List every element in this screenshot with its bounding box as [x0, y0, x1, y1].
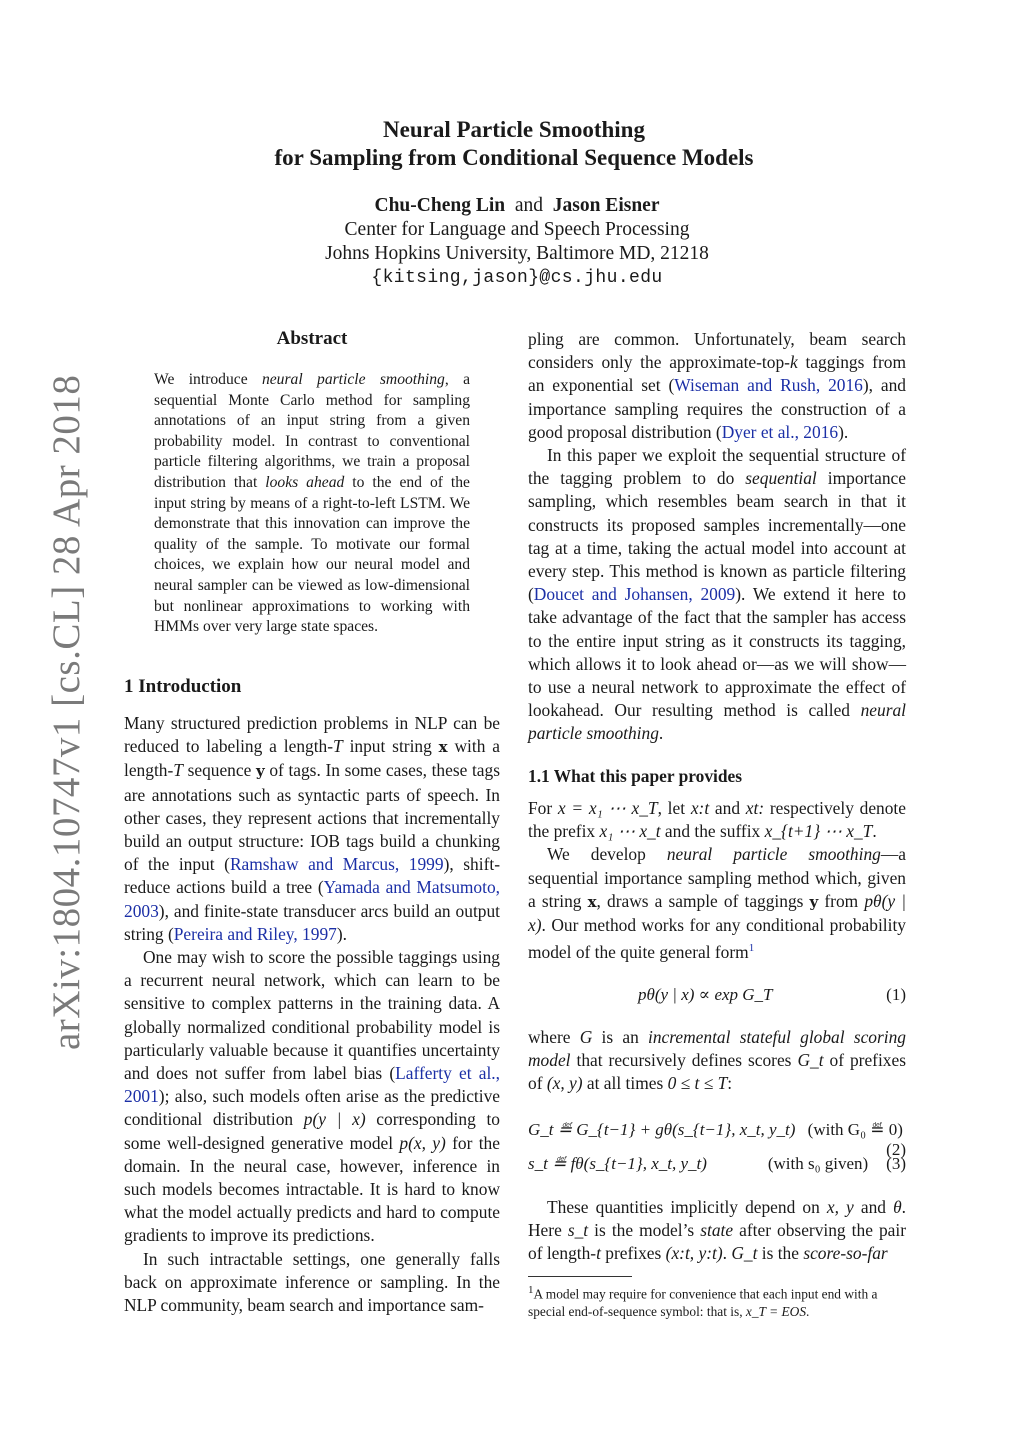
equation-number: (3) [886, 1154, 906, 1173]
subsection-heading: 1.1 What this paper provides [528, 766, 743, 786]
equation-number: (2) [886, 1140, 906, 1159]
equation-number: (1) [886, 985, 906, 1004]
left-column-body [124, 712, 500, 1317]
right-column-body-2 [528, 797, 906, 964]
paragraph: These quantities implicitly depend on x, y and θ. Here s_t is the model’s state after observing the pair of length-t prefixes (x:t, y:t). G_t is the score-so-far [528, 1197, 906, 1264]
footnote-rule [528, 1276, 632, 1277]
paragraph: Many structured prediction problems in NLP can be reduced to labeling a length-T input string x with a length-T sequence y of tags. In some cases, these tags are annotations such as syntactic parts of speech. In other cases, they represent actions that incrementally build an output structure: IOB tags build a chunking of the input (Ramshaw and Marcus, 1999), shift-reduce actions build a tree (Yamada and Matsumoto, 2003), and finite-state transducer arcs build an output string (Pereira and Riley, 1997). [124, 713, 501, 944]
citation-link[interactable]: Wiseman and Rush, 2016 [674, 375, 863, 396]
arxiv-identifier: arXiv:1804.10747v1 [cs.CL] 28 Apr 2018 [45, 374, 88, 1050]
citation-link[interactable]: Lafferty et al., 2001 [124, 1063, 500, 1107]
paragraph: In this paper we exploit the sequential structure of the tagging problem to do sequential importance sampling, which resembles beam search in that it constructs its proposed samples incrementally—one tag at a time, taking the actual model into account at every step. This method is known as particle filtering (Doucet and Johansen, 2009). We extend it here to take advantage of the fact that the sampler has access to the entire input string as it constructs its tagging, which allows it to look ahead or—as we will show—to use a neural network to approximate the effect of lookahead. Our resulting method is called neural particle smoothing. [528, 445, 906, 744]
equation-2: G_t ≝ G_{t−1} + gθ(s_{t−1}, x_t, y_t) (with G₀ ≝ 0) (2) [528, 1120, 906, 1159]
paper-title [0, 116, 1024, 172]
author-name: Jason Eisner [552, 195, 660, 216]
citation-link[interactable]: Yamada and Matsumoto, 2003 [124, 877, 501, 921]
footnote: $^1$A model may require for convenience that each input end with a special end-of-sequence symbol: that is, x_T = EOS. [528, 1284, 878, 1319]
section-heading-introduction: 1 Introduction [124, 676, 242, 697]
paragraph: where G is an incremental stateful global scoring model that recursively defines scores G_t of prefixes of (x, y) at all times 0 ≤ t ≤ T: [528, 1027, 906, 1094]
right-column-body [528, 328, 906, 746]
citation-link[interactable]: Ramshaw and Marcus, 1999 [229, 854, 444, 875]
abstract-heading: Abstract [276, 328, 348, 349]
affiliation-line: Center for Language and Speech Processing [344, 219, 690, 240]
paragraph: We develop neural particle smoothing—a sequential importance sampling method which, given a string x, draws a sample of taggings y from pθ(y | x). Our method works for any conditional probability model of the quite general form$^1$ [528, 844, 906, 963]
citation-link[interactable]: Dyer et al., 2016 [721, 421, 839, 442]
footnote-marker: 1 [528, 1284, 534, 1296]
paragraph: One may wish to score the possible taggings using a recurrent neural network, which can learn to be sensitive to complex patterns in the training data. A globally normalized conditional probability model is particularly valuable because it quantifies uncertainty and does not suffer from label bias (Lafferty et al., 2001); also, such models often arise as the predictive conditional distribution p(y | x) corresponding to some well-designed generative model p(x, y) for the domain. In the neural case, however, inference in such models becomes intractable. It is hard to know what the model actually predicts and hard to compute gradients to improve its predictions. [124, 947, 500, 1246]
author-email: {kitsing,jason}@cs.jhu.edu [371, 268, 663, 288]
author-name: Chu-Cheng Lin [374, 195, 506, 216]
right-column-body-3 [528, 1026, 906, 1096]
paragraph: pling are common. Unfortunately, beam search considers only the approximate-top-k taggings from an exponential set (Wiseman and Rush, 2016), and importance sampling requires the construction of a good proposal distribution (Dyer et al., 2016). [528, 329, 906, 442]
title-line-2: for Sampling from Conditional Sequence Models [274, 145, 754, 170]
author-block [0, 194, 1024, 290]
footnote-marker: 1 [748, 942, 755, 955]
citation-link[interactable]: Pereira and Riley, 1997 [173, 923, 337, 944]
equation-1: pθ(y | x) ∝ exp G_T (1) [638, 985, 906, 1004]
abstract-body: We introduce neural particle smoothing, a sequential Monte Carlo method for sampling annotations of an input string from a given probability model. In contrast to conventional particle filtering algorithms, we train a proposal distribution that looks ahead to the end of the input string by means of a right-to-left LSTM. We demonstrate that this innovation can improve the quality of the sample. To motivate our formal choices, we explain how our neural model and neural sampler can be viewed as low-dimensional but nonlinear approximations to working with HMMs over very large state spaces. [154, 371, 471, 636]
title-line-1: Neural Particle Smoothing [383, 117, 645, 142]
paragraph: For x = x₁ ⋯ x_T, let x:t and xt: respectively denote the prefix x₁ ⋯ x_t and the suffix x_{t+1} ⋯ x_T. [528, 798, 906, 842]
citation-link[interactable]: Doucet and Johansen, 2009 [533, 584, 736, 605]
affiliation-line: Johns Hopkins University, Baltimore MD, 21218 [325, 243, 709, 264]
right-column-body-4 [528, 1196, 906, 1266]
paragraph: In such intractable settings, one generally falls back on approximate inference or sampling. In the NLP community, beam search and importance sam- [124, 1248, 500, 1316]
equation-3: s_t ≝ fθ(s_{t−1}, x_t, y_t) (3) (with s₀ given) [528, 1154, 906, 1173]
author-conjunction: and [514, 195, 543, 216]
